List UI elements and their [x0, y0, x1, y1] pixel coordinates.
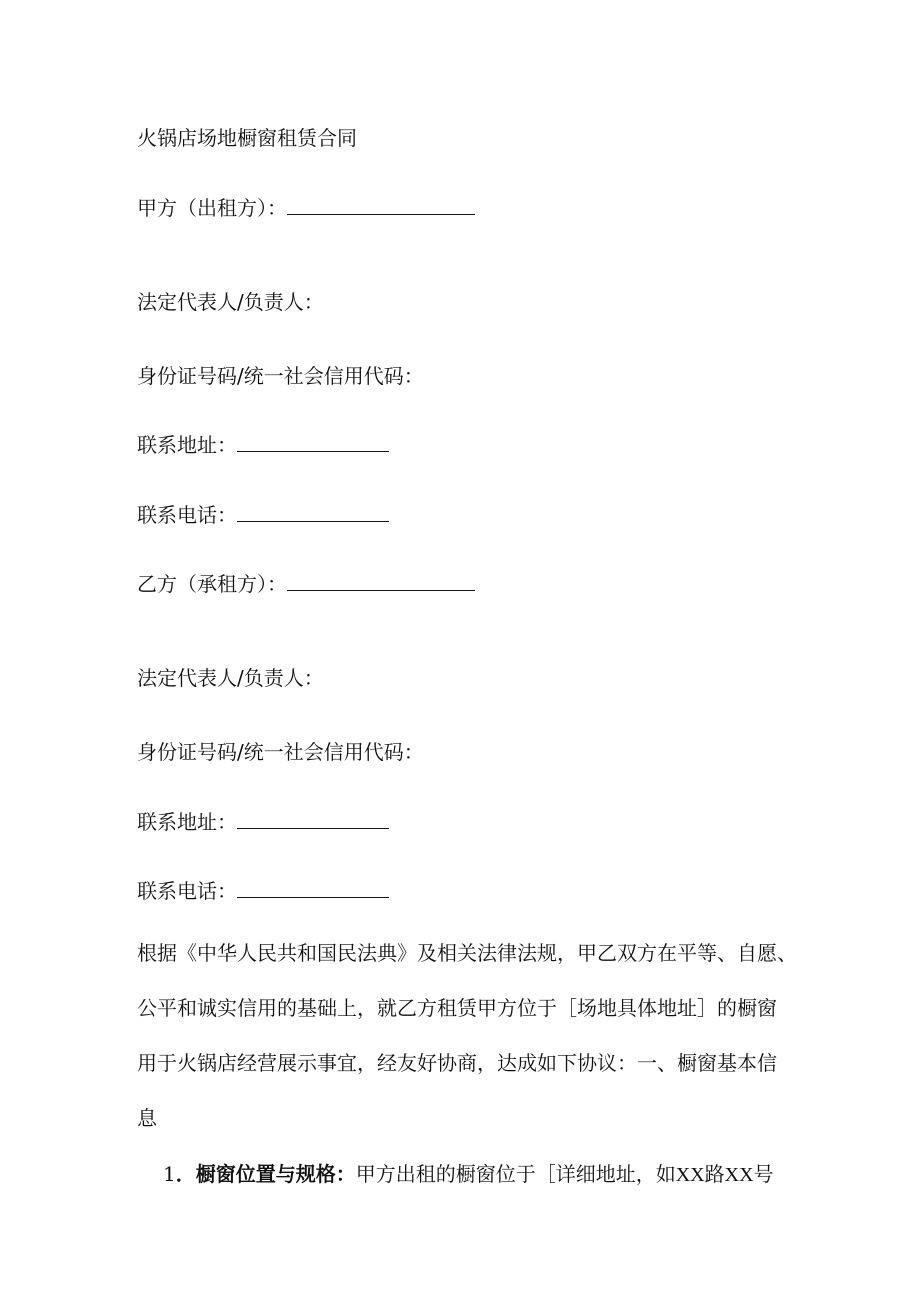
preamble-line: 用于火锅店经营展示事宜，经友好协商，达成如下协议：一、橱窗基本信 [137, 1051, 777, 1075]
clause-heading: 橱窗位置与规格： [195, 1162, 356, 1186]
clause-text-a: 甲方出租的橱窗位于［详细地址，如 [355, 1162, 676, 1186]
party-a-address-label: 联系地址： [137, 433, 237, 457]
party-b-address-label: 联系地址： [137, 810, 237, 834]
party-b-id-label: 身份证号码/统一社会信用代码： [137, 740, 424, 764]
clause-text-xx1: XX [675, 1164, 705, 1186]
party-b-field [137, 572, 475, 596]
clause-text-xx2: XX [724, 1164, 754, 1186]
party-a-rep-label: 法定代表人/负责人： [137, 290, 324, 314]
party-b-address-field [137, 810, 389, 834]
party-a-label: 甲方（出租方）： [137, 196, 287, 220]
party-b-label: 乙方（承租方）： [137, 572, 287, 596]
party-a-phone-label: 联系电话： [137, 503, 237, 527]
party-b-rep-label: 法定代表人/负责人： [137, 666, 324, 690]
party-a-address-blank[interactable] [237, 433, 389, 452]
preamble-paragraph [137, 926, 797, 1146]
party-b-phone-blank[interactable] [237, 879, 389, 898]
clause-1 [163, 1162, 774, 1187]
party-a-blank[interactable] [287, 196, 475, 215]
clause-text-c: 号 [753, 1162, 774, 1186]
party-b-phone-field [137, 879, 389, 903]
party-a-phone-field [137, 503, 389, 527]
contract-title: 火锅店场地橱窗租赁合同 [137, 126, 357, 150]
party-a-phone-blank[interactable] [237, 503, 389, 522]
party-a-address-field [137, 433, 389, 457]
party-a-field [137, 196, 475, 220]
party-a-id-label: 身份证号码/统一社会信用代码： [137, 364, 424, 388]
party-b-phone-label: 联系电话： [137, 879, 237, 903]
party-b-address-blank[interactable] [237, 810, 389, 829]
preamble-line: 根据《中华人民共和国民法典》及相关法律法规，甲乙双方在平等、自愿、 [137, 941, 797, 965]
clause-text-b: 路 [704, 1162, 725, 1186]
clause-number: 1 [163, 1162, 176, 1186]
party-b-blank[interactable] [287, 572, 475, 591]
clause-dot: ． [175, 1162, 196, 1186]
preamble-line: 息 [137, 1106, 157, 1130]
preamble-line: 公平和诚实信用的基础上，就乙方租赁甲方位于［场地具体地址］的橱窗 [137, 996, 777, 1020]
